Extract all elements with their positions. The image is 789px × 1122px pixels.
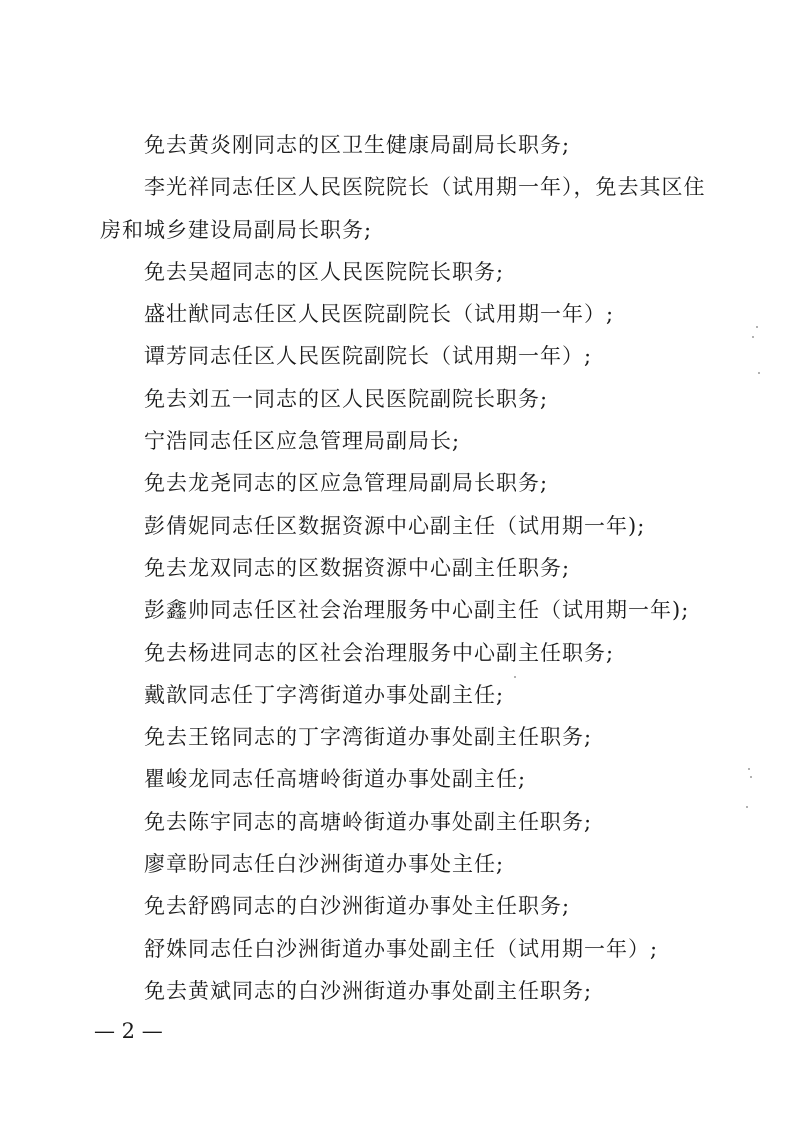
scan-speck — [750, 776, 752, 778]
text-line: 免去舒鸥同志的白沙洲街道办事处主任职务; — [144, 894, 571, 919]
text-line: 谭芳同志任区人民医院副院长（试用期一年）; — [144, 344, 593, 369]
text-line: 盛壮猷同志任区人民医院副院长（试用期一年）; — [144, 302, 615, 327]
text-line: 房和城乡建设局副局长职务; — [100, 217, 373, 242]
scan-speck — [748, 768, 750, 770]
text-line: 免去王铭同志的丁字湾街道办事处副主任职务; — [144, 725, 593, 750]
document-body — [100, 124, 706, 1012]
text-line: 免去黄炎刚同志的区卫生健康局副局长职务; — [144, 133, 571, 157]
scan-speck — [758, 372, 760, 374]
text-line: 戴歆同志任丁字湾街道办事处副主任; — [144, 682, 505, 707]
text-line: 免去刘五一同志的区人民医院副院长职务; — [144, 386, 549, 411]
scan-speck — [746, 806, 748, 808]
text-line: 宁浩同志任区应急管理局副局长; — [144, 429, 461, 454]
text-line: 李光祥同志任区人民医院院长（试用期一年），免去其区住 — [144, 175, 706, 200]
page-number: — 2 — — [94, 1019, 163, 1043]
text-line: 免去杨进同志的区社会治理服务中心副主任职务; — [144, 640, 615, 665]
scan-speck — [514, 676, 516, 678]
text-line: 瞿峻龙同志任高塘岭街道办事处副主任; — [144, 767, 527, 792]
text-line: 彭鑫帅同志任区社会治理服务中心副主任（试用期一年); — [144, 598, 690, 623]
scan-speck — [752, 336, 754, 338]
scan-speck — [756, 326, 758, 328]
text-line: 彭倩妮同志任区数据资源中心副主任（试用期一年); — [144, 513, 646, 538]
text-line: 免去黄斌同志的白沙洲街道办事处副主任职务; — [144, 978, 593, 1003]
text-line: 免去吴超同志的区人民医院院长职务; — [144, 259, 505, 284]
text-line: 免去龙双同志的区数据资源中心副主任职务; — [144, 555, 571, 580]
text-line: 廖章盼同志任白沙洲街道办事处主任; — [144, 852, 505, 877]
text-line: 免去陈宇同志的高塘岭街道办事处副主任职务; — [144, 809, 593, 834]
text-line: 免去龙尧同志的区应急管理局副局长职务; — [144, 471, 549, 496]
text-line: 舒姝同志任白沙洲街道办事处副主任（试用期一年）; — [144, 936, 659, 961]
